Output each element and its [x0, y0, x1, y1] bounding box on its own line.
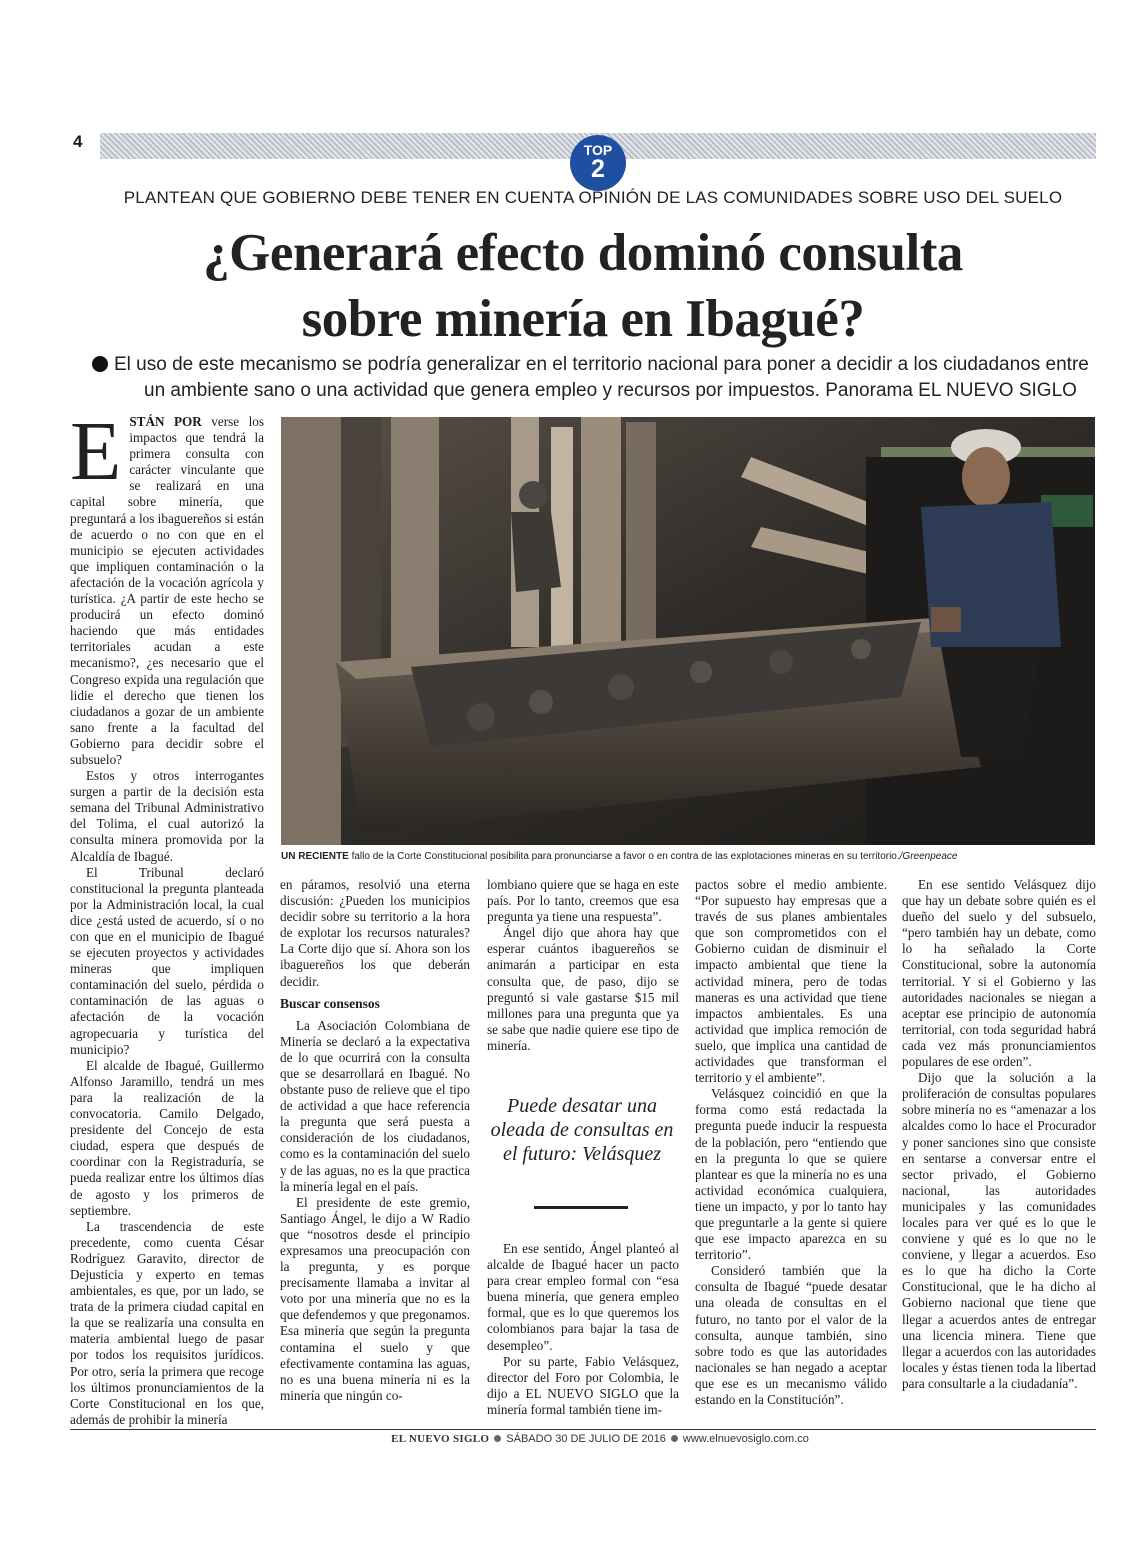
paragraph: El alcalde de Ibagué, Guillermo Alfonso Jaramillo, tendrá un mes para la realización de la convocatoria. Camilo Delgado, presidente del Concejo de esta ciudad, espera que después de coordinar con la Registraduría, se pueda realizar entre los últimos días de agosto y los primeros de septiembre. — [70, 1057, 264, 1218]
footer-rule — [70, 1429, 1096, 1430]
paragraph: Por su parte, Fabio Velásquez, director del Foro por Colombia, le dijo a EL NUEVO SIGLO que la minería formal también tiene im- — [487, 1353, 679, 1417]
paragraph: en páramos, resolvió una eterna discusión: ¿Pueden los municipios decidir sobre su territorio a la hora de explotar los recursos naturales? La Corte dijo que sí. Ahora son los ibaguereños los que deberán decidir. — [280, 877, 470, 989]
subhead: Buscar consensos — [280, 995, 380, 1011]
paragraph: El Tribunal declaró constitucional la pregunta planteada por la Administración local, la cual dice ¿está usted de acuerdo, sí o no con que en el municipio de Ibagué se ejecuten proyectos y actividades mineras que impliquen contaminación del suelo, pérdida o contaminación de las aguas o afectación de la vocación agropecuaria y turística del municipio? — [70, 864, 264, 1057]
photo-credit: /Greenpeace — [899, 851, 958, 862]
page-footer — [300, 1433, 900, 1445]
footer-separator-icon — [494, 1435, 501, 1442]
caption-text: fallo de la Corte Constitucional posibilita para pronunciarse a favor o en contra de las explotaciones mineras en su territorio. — [348, 851, 900, 862]
mine-cart-photo — [281, 417, 1095, 845]
paragraph: La Asociación Colombiana de Minería se declaró a la expectativa de lo que ocurrirá con la consulta que se desarrollará en Ibagué. No obstante puso de relieve que el tipo de actividad a que hace referencia la pregunta que será puesta a consideración de los ciudadanos, como es la contaminación del suelo y de las aguas, no es la que practica la minería legal en el país. — [280, 1017, 470, 1194]
article-headline — [60, 220, 1106, 352]
footer-separator-icon — [671, 1435, 678, 1442]
paragraph: verse los impactos que tendrá la primera consulta con carácter vinculante que se realizará en una capital sobre minería, que preguntará a los ibaguereños si están de acuerdo o no con que en el municipio se ejecuten actividades que impliquen contaminación o la afectación de la vocación agrícola y turística. ¿A partir de este hecho se producirá un efecto dominó haciendo que más entidades territoriales acudan a este mecanismo?, ¿es necesario que el Congreso expida una regulación que lidie el derecho que tienen los ciudadanos a gozar de un ambiente sano frente a la facultad del Gobierno para decidir sobre el subsuelo? — [70, 414, 264, 767]
page-number: 4 — [73, 132, 83, 151]
top-badge — [570, 135, 626, 191]
footer-url: www.elnuevosiglo.com.co — [682, 1433, 809, 1445]
article-photo — [281, 417, 1095, 845]
paragraph: La trascendencia de este precedente, como cuenta César Rodríguez Garavito, director de Dejusticia y experto en temas ambientales, es que, por un lado, se trata de la primera ciudad capital en la que se realizaría una consulta en materia ambiental luego de pasar por todos los requisitos jurídicos. Por otro, sería la primera que recoge los últimos pronunciamientos de la Corte Constitucional en los que, además de prohibir la minería — [70, 1218, 264, 1427]
article-deck — [92, 352, 1092, 404]
caption-lead: UN RECIENTE — [281, 851, 349, 862]
deck-line-1: El uso de este mecanismo se podría generalizar en el territorio nacional para poner a decidir a los ciudadanos entre — [114, 354, 1089, 375]
paragraph: Ángel dijo que ahora hay que esperar cuántos ibaguereños se animarán a participar en esta consulta que, de paso, dijo se preguntó si vale gastarse $15 mil millones para una pregunta que ya se sabe que nadie quiere ese tipo de minería. — [487, 925, 679, 1053]
top-badge-label: TOP — [583, 142, 613, 158]
paragraph: En ese sentido, Ángel planteó al alcalde de Ibagué hacer un pacto para crear empleo formal con “esa buena minería, que genera empleo formal, que es lo que queremos los colombianos para bajar la tasa de desempleo”. — [487, 1241, 679, 1353]
drop-cap: E — [70, 405, 122, 498]
article-column-2 — [280, 877, 470, 1404]
pull-quote-rule — [534, 1206, 628, 1209]
article-column-3-top — [487, 877, 679, 1054]
pull-quote: Puede desatar una oleada de consultas en el futuro: Velásquez — [490, 1095, 674, 1165]
paragraph: Velásquez coincidió en que la forma como está redactada la pregunta puede inducir la respuesta de la población, pero “entiendo que en la pregunta lo que se quiere plantear es que la minería no es una actividad económica cualquiera, tiene un impacto, y por lo tanto hay que preguntarle a la gente si quiere que ese impacto aparezca en su territorio”. — [695, 1086, 887, 1263]
paragraph: Dijo que la solución a la proliferación de consultas populares sobre minería no es “amenazar a los alcaldes como lo hace el Procurador y poner sanciones sino que consiste en sentarse a conversar entre el sector privado, el Gobierno nacional, las autoridades municipales y las comunidades locales para ver qué es lo que le conviene y qué es lo que no le conviene, y llegar a acuerdos. Eso es lo que ha dicho la Corte Constitucional, que le ha dicho al Gobierno nacional que tiene que llegar a acuerdos antes de entregar una licencia minera. Tiene que llegar a acuerdos con las autoridades locales y éstas tienen toda la libertad para consultarle a la ciudadanía”. — [902, 1070, 1096, 1391]
deck-line-2: un ambiente sano o una actividad que genera empleo y recursos por impuestos. Panorama EL NUEVO SIGLO — [144, 380, 1077, 401]
footer-brand: EL NUEVO SIGLO — [391, 1433, 490, 1445]
article-column-4 — [695, 877, 887, 1408]
article-kicker: PLANTEAN QUE GOBIERNO DEBE TENER EN CUENTA OPINIÓN DE LAS COMUNIDADES SOBRE USO DEL SUELO — [123, 188, 1063, 207]
paragraph: Estos y otros interrogantes surgen a partir de la decisión esta semana del Tribunal Administrativo del Tolima, el cual autorizó la consulta minera promovida por la Alcaldía de Ibagué. — [70, 768, 264, 864]
headline-line-1: ¿Generará efecto dominó consulta — [203, 224, 963, 282]
paragraph: Consideró también que la consulta de Ibagué “puede desatar una oleada de consultas en el futuro, no tanto por el valor de la consulta, aunque también, sino sobre todo es que las autoridades nacionales se han negado a aceptar que ese es un mecanismo válido estando en la Constitución”. — [695, 1263, 887, 1407]
article-column-3-bottom — [487, 1241, 679, 1418]
photo-caption — [281, 851, 1095, 862]
article-column-5 — [902, 877, 1096, 1392]
lead-in: STÁN POR — [129, 414, 202, 429]
paragraph: pactos sobre el medio ambiente. “Por supuesto hay empresas que a través de sus planes ambientales que son comprometidos con el Gobierno cuidan de disminuir el impacto ambiental que tiene la actividad minera, pero de todas maneras es una actividad que tiene impactos ambientales. Es una actividad que implica remoción de suelo, que implica una cantidad de actividades que transforman el territorio y el ambiente”. — [695, 877, 887, 1086]
deck-bullet-icon — [92, 356, 108, 372]
paragraph: lombiano quiere que se haga en este país. Por lo tanto, creemos que esa pregunta ya tiene una respuesta”. — [487, 877, 679, 925]
article-column-1 — [70, 405, 264, 1428]
lead-paragraph — [70, 405, 264, 768]
paragraph: En ese sentido Velásquez dijo que hay un debate sobre quién es el dueño del suelo y del subsuelo, “pero también hay un debate, como lo ha señalado la Corte Constitucional, sobre la autonomía territorial. Y si el Gobierno y las autoridades nacionales se niegan a aceptar ese principio de autonomía territorial, con toda seguridad habrá cada vez más pronunciamientos populares de ese orden”. — [902, 877, 1096, 1070]
paragraph: El presidente de este gremio, Santiago Ángel, le dijo a W Radio que “nosotros desde el principio expresamos una preocupación con la pregunta, y es porque precisamente llamaba a invitar al voto por una minería que no es la que defendemos y que pregonamos. Esa minería que según la pregunta contamina el suelo y que efectivamente contamina las aguas, no es una buena minería ni es la minería que ningún co- — [280, 1194, 470, 1403]
headline-line-2: sobre minería en Ibagué? — [301, 290, 865, 348]
footer-date: SÁBADO 30 DE JULIO DE 2016 — [506, 1433, 666, 1445]
top-badge-number: 2 — [591, 155, 605, 183]
